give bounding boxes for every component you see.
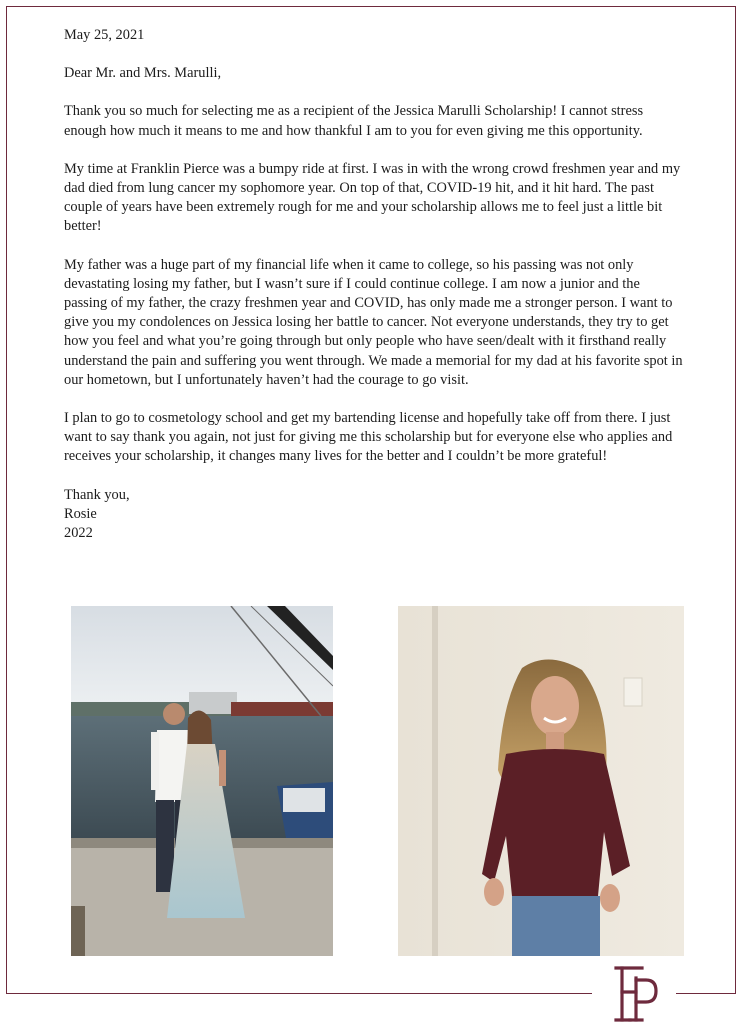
letter-body (64, 26, 684, 543)
letter-paragraph-4: I plan to go to cosmetology school and get my bartending license and hopefully take off from there. I just want to say thank you again, not just for giving me this scholarship but for everyone else who applies and receives your scholarship, it changes many lives for the better and I couldn’t be more grateful! (64, 410, 673, 465)
letter-paragraph-1: Thank you so much for selecting me as a recipient of the Jessica Marulli Scholarship! I cannot stress enough how much it means to me and how thankful I am to you for even giving me this opportunity. (64, 103, 644, 139)
letter-greeting: Dear Mr. and Mrs. Marulli, (64, 65, 222, 82)
photo-portrait (398, 606, 684, 956)
closing-phrase: Thank you, (64, 486, 130, 503)
letter-closing (64, 486, 684, 544)
harbor-photo-illustration (71, 606, 333, 956)
franklin-pierce-logo (606, 962, 662, 1024)
letter-date: May 25, 2021 (64, 27, 145, 43)
letter-paragraph-3: My father was a huge part of my financial life when it came to college, so his passing was not only devastating losing my father, but I wasn’t sure if I could continue college. I am now a junior and the passing of my father, the crazy freshmen year and COVID, has only made me a stronger person. I want to give you my condolences on Jessica losing her battle to cancer. Not everyone understands, they try to get how you feel and what you’re going through but only people who have seen/dealt with it firsthand really understand the pain and suffering you went through. We made a memorial for my dad at his favorite spot in our hometown, but I unfortunately haven’t had the courage to go visit. (64, 256, 683, 388)
letter-paragraph-2: My time at Franklin Pierce was a bumpy ride at first. I was in with the wrong crowd freshmen year and my dad died from lung cancer my sophomore year. On top of that, COVID-19 hit, and it hit hard. The past couple of years have been extremely rough for me and your scholarship allows me to feel just a little bit better! (64, 160, 681, 235)
signature-name: Rosie (64, 505, 97, 522)
photo-harbor (71, 606, 333, 956)
fp-monogram-icon (606, 962, 662, 1024)
signature-year: 2022 (64, 525, 93, 542)
portrait-photo-illustration (398, 606, 684, 956)
